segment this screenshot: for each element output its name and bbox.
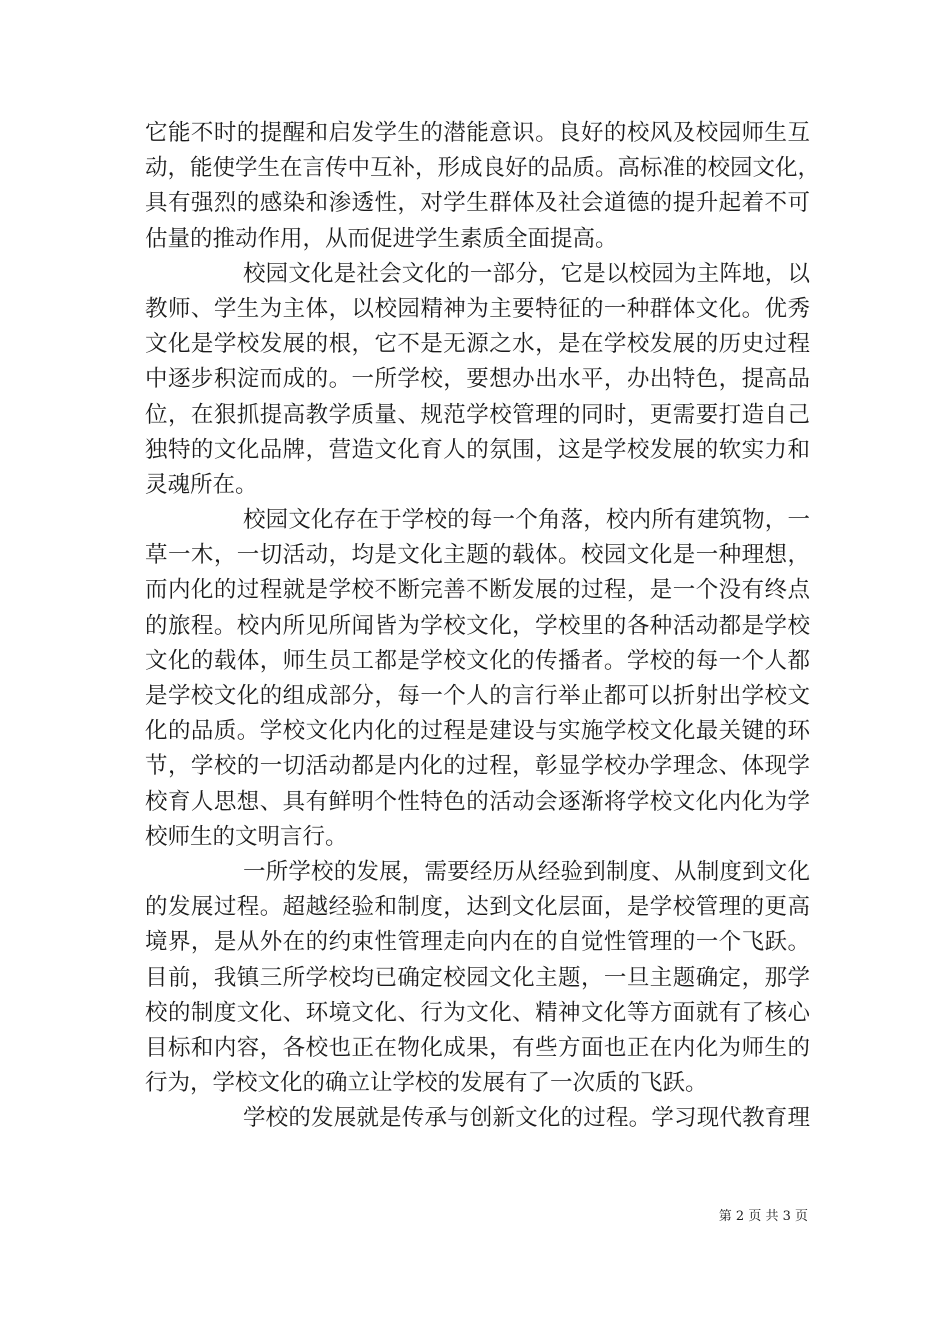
text-line: 境界，是从外在的约束性管理走向内在的自觉性管理的一个飞跃。 (145, 929, 810, 956)
body-text (145, 116, 821, 1136)
text-line: 文化的载体，师生员工都是学校文化的传播者。学校的每一个人都 (145, 647, 810, 674)
text-line: 估量的推动作用，从而促进学生素质全面提高。 (145, 225, 618, 252)
text-line: 独特的文化品牌，营造文化育人的氛围，这是学校发展的软实力和 (145, 436, 810, 463)
text-line: 的发展过程。超越经验和制度，达到文化层面，是学校管理的更高 (145, 894, 810, 921)
text-line: 目标和内容，各校也正在物化成果，有些方面也正在内化为师生的 (145, 1034, 810, 1061)
text-line: 化的品质。学校文化内化的过程是建设与实施学校文化最关键的环 (145, 718, 810, 745)
text-line: 具有强烈的感染和渗透性，对学生群体及社会道德的提升起着不可 (145, 190, 810, 217)
page-number: 第 2 页 共 3 页 (718, 1209, 808, 1224)
text-line: 目前，我镇三所学校均已确定校园文化主题，一旦主题确定，那学 (145, 964, 810, 991)
text-line: 校的制度文化、环境文化、行为文化、精神文化等方面就有了核心 (145, 999, 810, 1026)
text-line: 校育人思想、具有鲜明个性特色的活动会逐渐将学校文化内化为学 (145, 788, 810, 815)
text-line: 行为，学校文化的确立让学校的发展有了一次质的飞跃。 (145, 1070, 708, 1097)
paragraph-first-line: 学校的发展就是传承与创新文化的过程。学习现代教育理 (243, 1105, 810, 1132)
text-line: 节，学校的一切活动都是内化的过程，彰显学校办学理念、体现学 (145, 753, 810, 780)
text-line: 它能不时的提醒和启发学生的潜能意识。良好的校风及校园师生互 (145, 120, 810, 146)
text-line: 校师生的文明言行。 (145, 823, 348, 850)
text-line: 教师、学生为主体，以校园精神为主要特征的一种群体文化。优秀 (145, 295, 810, 322)
text-line: 的旅程。校内所见所闻皆为学校文化，学校里的各种活动都是学校 (145, 612, 810, 639)
text-line: 而内化的过程就是学校不断完善不断发展的过程，是一个没有终点 (145, 577, 810, 604)
paragraph-first-line: 校园文化是社会文化的一部分，它是以校园为主阵地，以 (243, 260, 810, 287)
text-line: 文化是学校发展的根，它不是无源之水，是在学校发展的历史过程 (145, 331, 810, 358)
text-line: 动，能使学生在言传中互补，形成良好的品质。高标准的校园文化， (145, 155, 821, 182)
text-line: 位，在狠抓提高教学质量、规范学校管理的同时，更需要打造自己 (145, 401, 810, 428)
paragraph-first-line: 校园文化存在于学校的每一个角落，校内所有建筑物，一 (243, 507, 810, 534)
text-line: 是学校文化的组成部分，每一个人的言行举止都可以折射出学校文 (145, 683, 810, 709)
text-line: 草一木，一切活动，均是文化主题的载体。校园文化是一种理想， (145, 542, 810, 569)
text-line: 中逐步积淀而成的。一所学校，要想办出水平，办出特色，提高品 (145, 366, 810, 393)
text-line: 灵魂所在。 (145, 471, 258, 498)
paragraph-first-line: 一所学校的发展，需要经历从经验到制度、从制度到文化 (243, 858, 810, 885)
